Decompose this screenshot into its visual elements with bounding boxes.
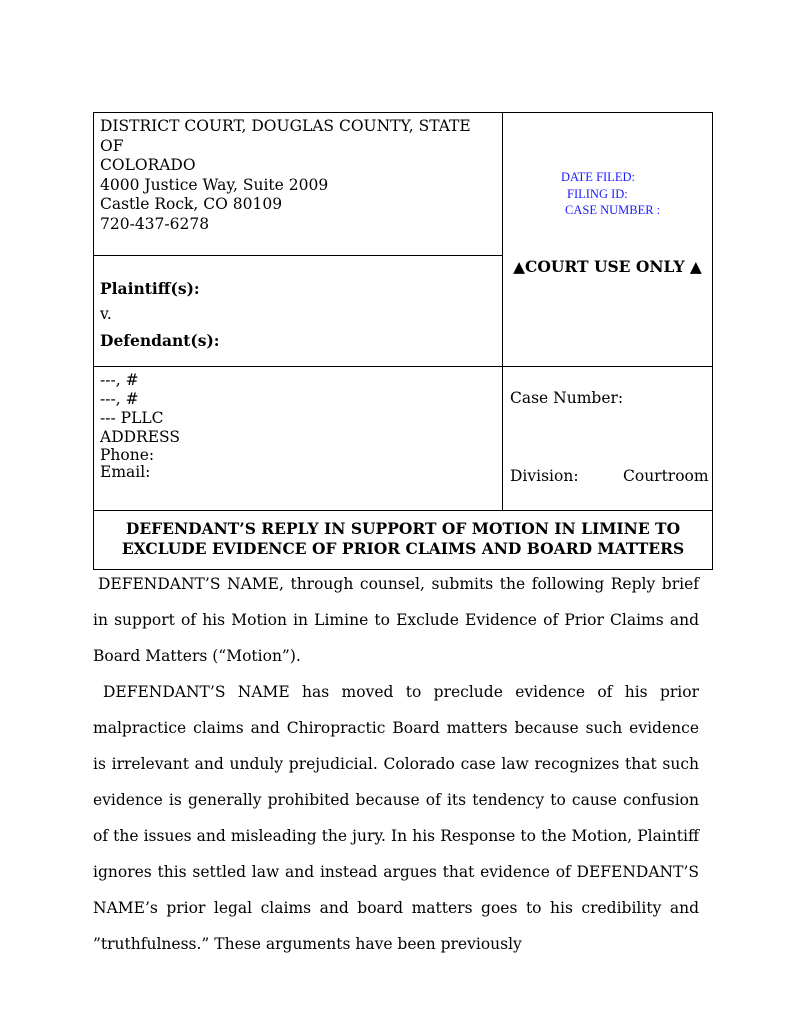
document-body <box>93 566 699 962</box>
court-phone: 720-437-6278 <box>100 214 210 233</box>
caption-table <box>93 112 713 570</box>
attorney-line: ---, # <box>100 390 139 408</box>
title-line: DEFENDANT’S REPLY IN SUPPORT OF MOTION IN LIMINE TO <box>125 519 681 538</box>
defendant-label: Defendant(s): <box>100 331 220 350</box>
division-label: Division: <box>510 467 579 485</box>
courtroom-label: Courtroom <box>623 467 709 485</box>
attorney-address: ADDRESS <box>100 428 180 446</box>
attorney-line: ---, # <box>100 371 139 389</box>
attorney-info-cell <box>94 367 503 511</box>
versus-label: v. <box>100 305 112 323</box>
attorney-email: Email: <box>100 463 151 481</box>
document-title <box>94 511 713 570</box>
date-filed-label: DATE FILED: <box>561 170 635 184</box>
body-paragraph: DEFENDANT’S NAME, through counsel, submits the following Reply brief in support of his Motion in Limine to Exclude Evidence of Prior Claims and Board Matters (“Motion”). <box>93 575 699 665</box>
court-line: DISTRICT COURT, DOUGLAS COUNTY, STATE <box>100 117 471 135</box>
case-info-cell <box>503 367 713 511</box>
filing-stamp <box>561 169 660 219</box>
title-line: EXCLUDE EVIDENCE OF PRIOR CLAIMS AND BOARD MATTERS <box>121 538 685 558</box>
court-line: OF <box>100 136 124 155</box>
court-city: Castle Rock, CO 80109 <box>100 195 283 213</box>
court-info-cell <box>94 113 503 256</box>
attorney-phone: Phone: <box>100 446 155 464</box>
parties-cell <box>94 256 503 367</box>
case-number-stamp-label: CASE NUMBER : <box>565 203 661 217</box>
court-address: 4000 Justice Way, Suite 2009 <box>100 175 329 194</box>
court-use-only-label: ▲COURT USE ONLY ▲ <box>513 257 702 276</box>
case-number-label: Case Number: <box>510 389 624 407</box>
firm-name: --- PLLC <box>100 409 164 427</box>
plaintiff-label: Plaintiff(s): <box>100 279 200 298</box>
court-line: COLORADO <box>100 156 196 174</box>
body-paragraph: DEFENDANT’S NAME has moved to preclude evidence of his prior malpractice claims and Chiropractic Board matters because such evidence is irrelevant and unduly prejudicial. Colorado case law recognizes that such evidence is generally prohibited because of its tendency to cause confusion of the issues and misleading the jury. In his Response to the Motion, Plaintiff ignores this settled law and instead argues that evidence of DEFENDANT’S NAME’s prior legal claims and board matters goes to his credibility and ”truthfulness.” These arguments have been previously <box>93 683 699 953</box>
filing-id-label: FILING ID: <box>567 186 628 201</box>
court-use-cell <box>503 113 713 367</box>
